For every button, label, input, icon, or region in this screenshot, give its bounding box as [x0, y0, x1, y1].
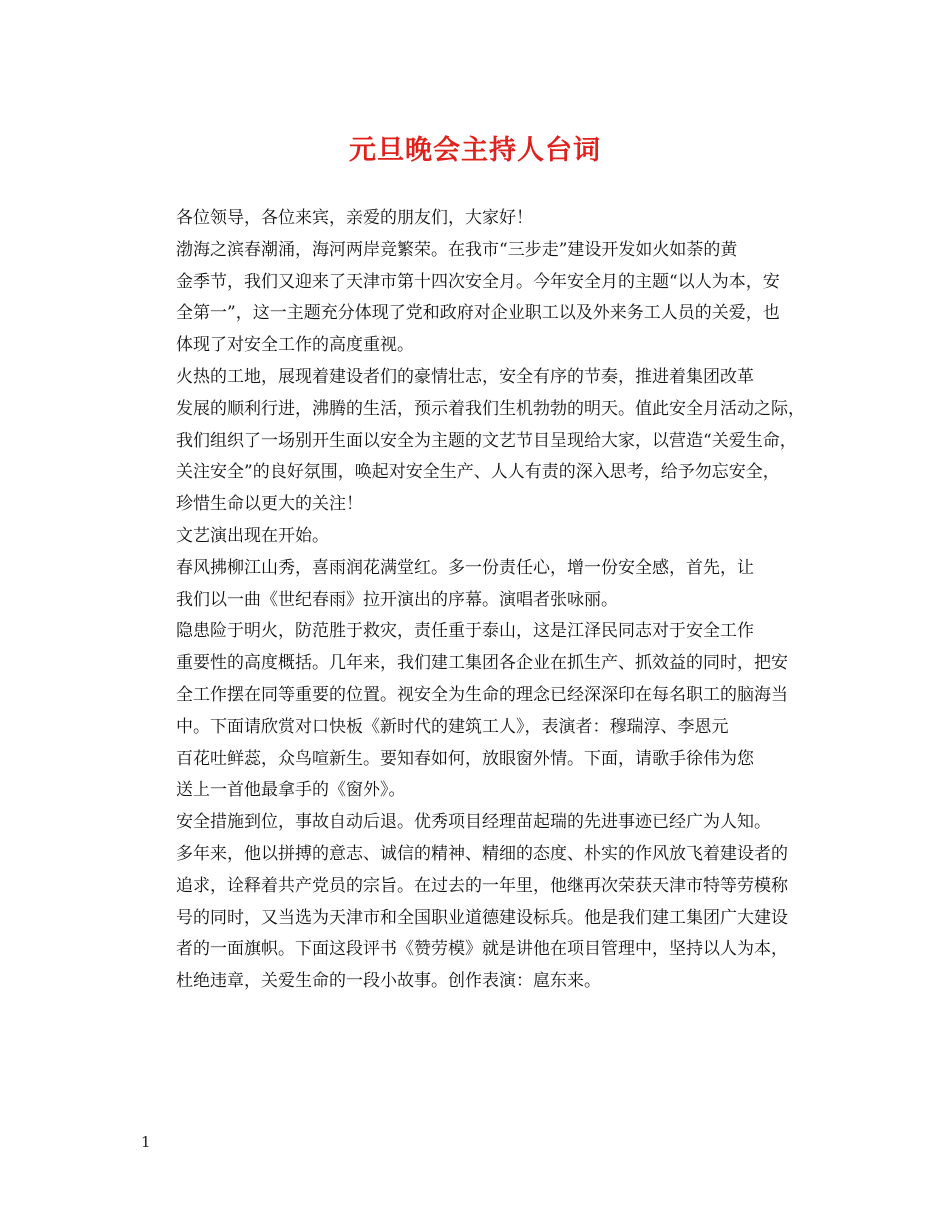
paragraph-line: 体现了对安全工作的高度重视。	[176, 335, 414, 356]
paragraph-line: 者的一面旗帜。下面这段评书《赞劳模》就是讲他在项目管理中，坚持以人为本，	[176, 939, 788, 960]
document-body	[142, 203, 822, 998]
paragraph-safety-month	[142, 235, 822, 362]
paragraph-line: 号的同时，又当选为天津市和全国职业道德建设标兵。他是我们建工集团广大建设	[176, 907, 788, 928]
paragraph-line: 发展的顺利行进，沸腾的生活，预示着我们生机勃勃的明天。值此安全月活动之际，	[176, 398, 805, 419]
paragraph-line: 珍惜生命以更大的关注！	[176, 494, 363, 515]
paragraph-line: 春风拂柳江山秀，喜雨润花满堂红。多一份责任心，增一份安全感，首先，让	[176, 557, 754, 578]
paragraph-third-act	[142, 744, 822, 808]
paragraph-line: 中。下面请欣赏对口快板《新时代的建筑工人》，表演者：穆瑞淳、李恩元	[176, 716, 729, 737]
paragraph-line: 全工作摆在同等重要的位置。视安全为生命的理念已经深深印在每名职工的脑海当	[176, 684, 788, 705]
paragraph-line: 我们组织了一场别开生面以安全为主题的文艺节目呈现给大家，以营造“关爱生命，	[176, 430, 797, 451]
paragraph-second-act	[142, 616, 822, 743]
paragraph-line: 多年来，他以拼搏的意志、诚信的精神、精细的态度、朴实的作风放飞着建设者的	[176, 843, 788, 864]
paragraph-line: 全第一”，这一主题充分体现了党和政府对企业职工以及外来务工人员的关爱，也	[176, 303, 780, 324]
paragraph-line: 送上一首他最拿手的《窗外》。	[176, 780, 406, 801]
paragraph-line: 各位领导，各位来宾，亲爱的朋友们，大家好！	[176, 208, 533, 228]
paragraph-first-act	[142, 553, 822, 617]
paragraph-line: 关注安全”的良好氛围，唤起对安全生产、人人有责的深入思考，给予勿忘安全，	[176, 462, 780, 483]
page-number: 1	[141, 1133, 151, 1151]
paragraph-greeting	[142, 203, 822, 235]
paragraph-line: 渤海之滨春潮涌，海河两岸竞繁荣。在我市“三步走”建设开发如火如荼的黄	[176, 239, 738, 260]
paragraph-line: 安全措施到位，事故自动后退。优秀项目经理苗起瑞的先进事迹已经广为人知。	[176, 812, 771, 833]
paragraph-line: 杜绝违章，关爱生命的一段小故事。创作表演：扈东来。	[176, 971, 601, 992]
paragraph-line: 文艺演出现在开始。	[176, 525, 329, 546]
paragraph-line: 我们以一曲《世纪春雨》拉开演出的序幕。演唱者张咏丽。	[176, 589, 618, 610]
paragraph-line: 隐患险于明火，防范胜于救灾，责任重于泰山，这是江泽民同志对于安全工作	[176, 621, 754, 642]
paragraph-line: 火热的工地，展现着建设者们的豪情壮志，安全有序的节奏，推进着集团改革	[176, 366, 754, 387]
paragraph-line: 重要性的高度概括。几年来，我们建工集团各企业在抓生产、抓效益的同时，把安	[176, 653, 788, 674]
paragraph-show-start	[142, 521, 822, 553]
paragraph-line: 百花吐鲜蕊，众鸟喧新生。要知春如何，放眼窗外情。下面，请歌手徐伟为您	[176, 748, 754, 769]
paragraph-line: 追求，诠释着共产党员的宗旨。在过去的一年里，他继再次荣获天津市特等劳模称	[176, 875, 788, 896]
document-title: 元旦晚会主持人台词	[349, 135, 601, 166]
paragraph-line: 金季节，我们又迎来了天津市第十四次安全月。今年安全月的主题“以人为本，安	[176, 271, 780, 292]
paragraph-fourth-act	[142, 807, 822, 998]
paragraph-construction-site	[142, 362, 822, 521]
